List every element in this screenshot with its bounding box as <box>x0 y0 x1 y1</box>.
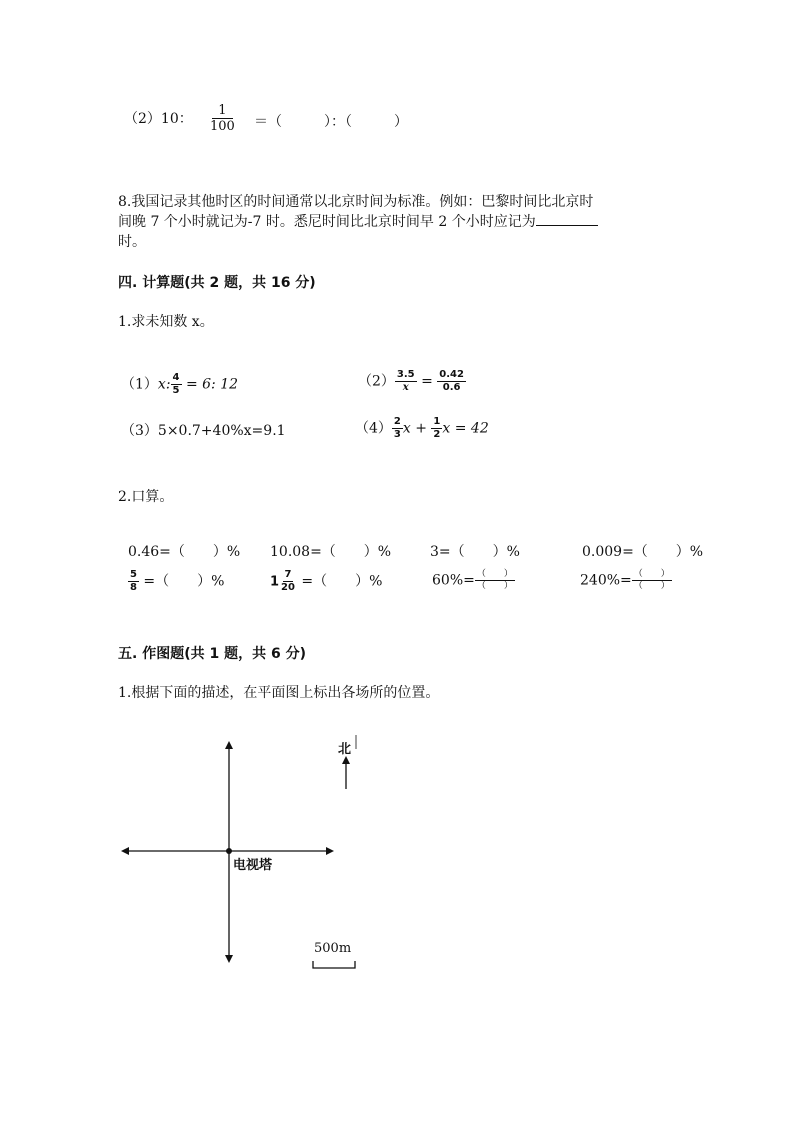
oral-r2c3-pre: 60%= <box>432 572 475 589</box>
fraction-numerator: 4 <box>172 372 180 383</box>
q8-line3: 时。 <box>118 234 146 250</box>
fraction-denominator: x <box>402 382 409 393</box>
fraction-denominator: 5 <box>172 385 180 396</box>
fraction-denominator: 3 <box>393 429 401 440</box>
fraction-denominator: （ ） <box>633 581 670 591</box>
equation-1-b: = 6: 12 <box>181 376 239 393</box>
fraction-denominator: 0.6 <box>442 382 461 393</box>
tv-tower-point[interactable] <box>226 848 232 854</box>
oral-r2c1 <box>128 570 224 593</box>
fraction <box>475 570 515 591</box>
q7-2-prefix: （2）10： <box>124 111 193 127</box>
equation-4 <box>355 417 489 440</box>
equation-3: （3）5×0.7+40%x=9.1 <box>121 423 286 439</box>
section-4-q2-title: 2.口算。 <box>118 489 174 505</box>
fraction-numerator: 2 <box>393 416 401 427</box>
equation-2-fraction-left <box>395 370 417 393</box>
equation-4-mid: x + <box>402 420 432 437</box>
fraction-denominator: 8 <box>130 582 137 593</box>
fraction-numerator: （ ） <box>633 569 670 579</box>
oral-r1c1: 0.46=（ ）% <box>128 544 241 560</box>
fraction-denominator: 100 <box>210 119 235 134</box>
oral-r2c2-rest: =（ ）% <box>296 573 383 590</box>
equation-2-label: （2） <box>358 373 395 390</box>
fraction-denominator: 20 <box>281 582 295 593</box>
fraction-denominator: 2 <box>433 429 441 440</box>
oral-r2c4-pre: 240%= <box>580 572 632 589</box>
fraction-numerator: 1 <box>212 104 232 119</box>
oral-r2c1-rest: =（ ）% <box>138 573 225 590</box>
fraction-numerator: 3.5 <box>396 369 415 380</box>
answer-blank[interactable] <box>536 211 598 226</box>
oral-r2c3 <box>432 570 515 591</box>
q8-line2 <box>118 211 598 231</box>
equation-2-fraction-right <box>437 370 466 393</box>
equation-4-end: x = 42 <box>442 420 489 437</box>
section-4-title: 四. 计算题(共 2 题，共 16 分) <box>118 275 316 291</box>
section-5-q1-title: 1.根据下面的描述，在平面图上标出各场所的位置。 <box>118 685 440 701</box>
fraction-numerator: 7 <box>284 569 292 580</box>
fraction-numerator: 1 <box>433 416 441 427</box>
equation-4-label: （4） <box>355 420 392 437</box>
north-label: 北 <box>338 742 352 757</box>
equation-4-fraction-1 <box>392 417 403 440</box>
scale-bar <box>313 961 355 968</box>
equation-1-label: （1） <box>121 376 158 393</box>
q7-2-suffix: ＝（ ）：（ ） <box>254 114 408 130</box>
q7-2-fraction <box>208 104 237 133</box>
q8-line2-text: 间晚 7 个小时就记为-7 时。悉尼时间比北京时间早 2 个小时应记为 <box>118 214 536 230</box>
oral-r1c4: 0.009=（ ）% <box>582 544 704 560</box>
oral-r1c3: 3=（ ）% <box>430 544 520 560</box>
oral-r2c4 <box>580 570 672 591</box>
equation-1-fraction <box>171 373 182 396</box>
section-5-title: 五. 作图题(共 1 题，共 6 分) <box>118 646 306 662</box>
equation-1 <box>121 373 238 396</box>
oral-r1c2: 10.08=（ ）% <box>270 544 392 560</box>
equation-2 <box>358 370 466 393</box>
fraction <box>279 570 297 593</box>
scale-label: 500m <box>314 941 352 956</box>
fraction-numerator: 0.42 <box>439 369 464 380</box>
oral-r2c2 <box>270 570 382 593</box>
fraction-numerator: 5 <box>130 569 137 580</box>
q7-2-line <box>124 108 193 128</box>
section-4-q1-title: 1.求未知数 x。 <box>118 314 214 330</box>
equation-1-a: x: <box>157 376 171 393</box>
fraction <box>632 570 672 591</box>
fraction <box>128 570 139 593</box>
q8-line1: 8.我国记录其他时区的时间通常以北京时间为标准。例如：巴黎时间比北京时 <box>118 194 594 210</box>
equals-sign: = <box>416 373 438 390</box>
fraction-numerator: （ ） <box>476 569 513 579</box>
fraction-denominator: （ ） <box>476 581 513 591</box>
equation-4-fraction-2 <box>431 417 442 440</box>
tv-tower-label: 电视塔 <box>233 858 273 873</box>
mixed-number-whole: 1 <box>270 574 280 590</box>
